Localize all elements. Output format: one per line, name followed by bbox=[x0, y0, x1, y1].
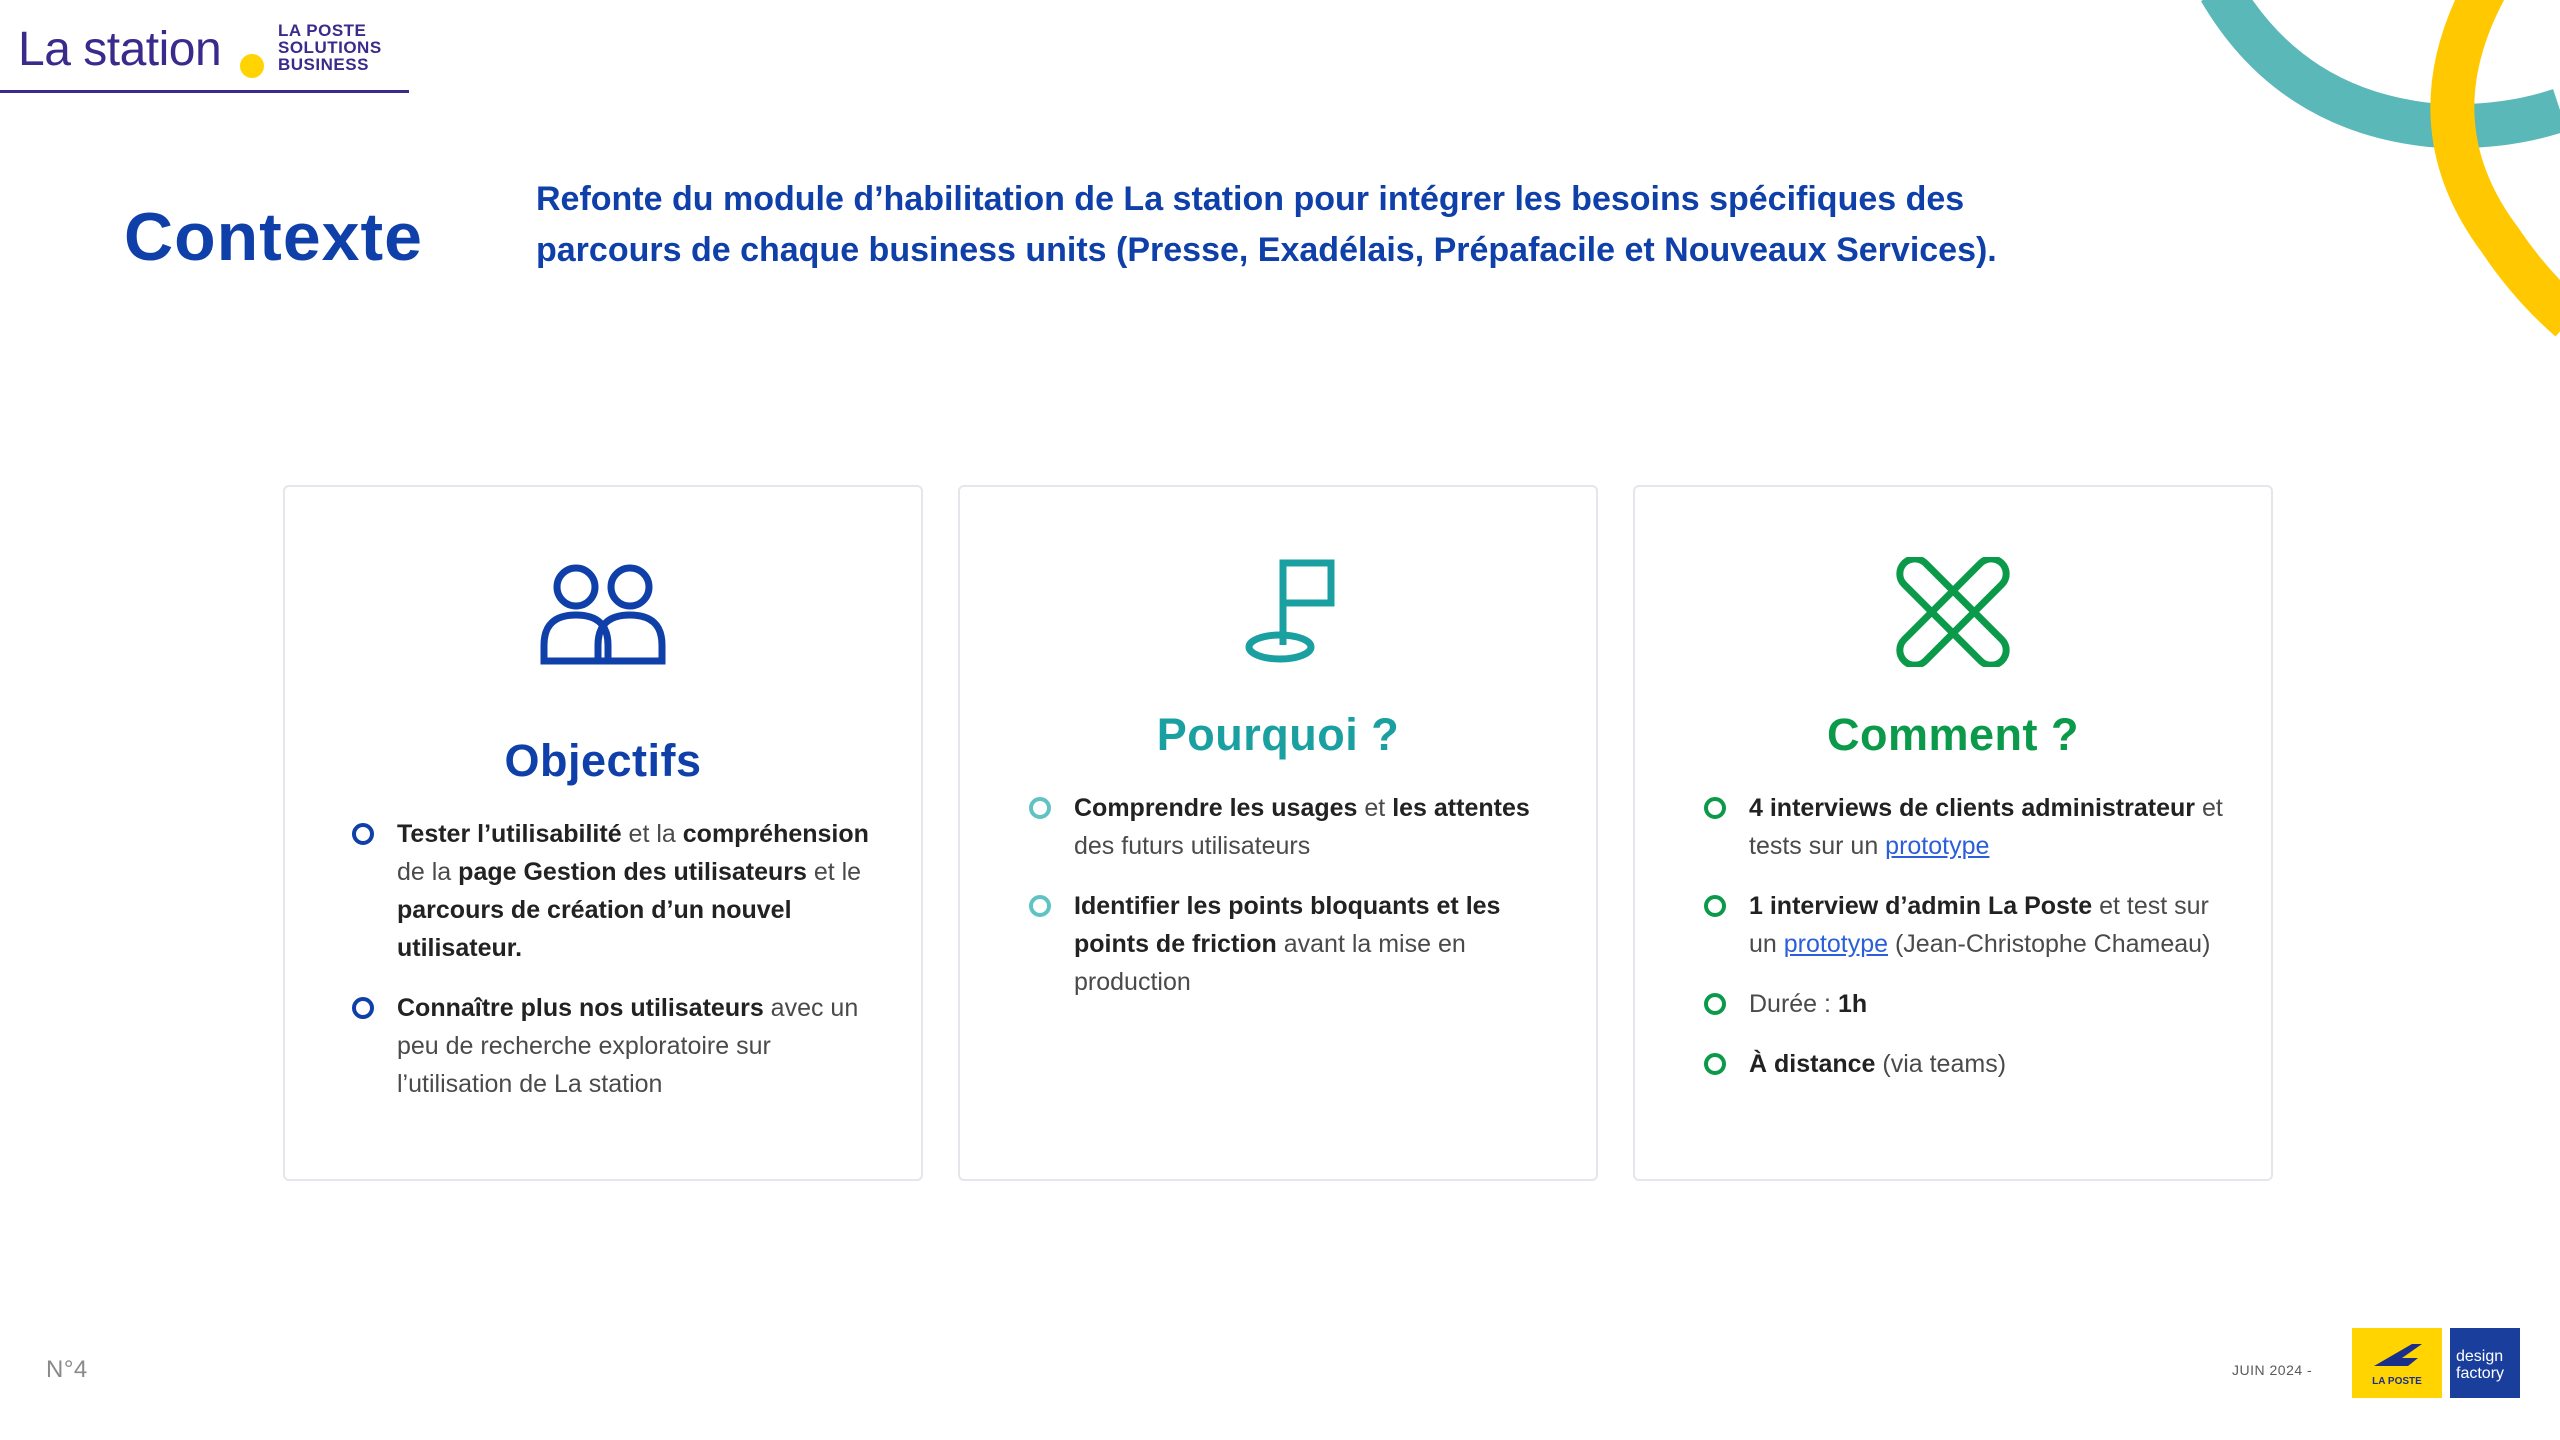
bold-text: Tester l’utilisabilité bbox=[397, 820, 622, 848]
brand-subtitle bbox=[278, 22, 398, 73]
text: avec un peu de recherche exploratoire sur l’utilisation de La station bbox=[397, 994, 859, 1098]
la-poste-logo-text: LA POSTE bbox=[2372, 1376, 2422, 1387]
bold-text: compréhension bbox=[682, 820, 869, 848]
list-item bbox=[1074, 887, 1554, 1001]
footer-date: JUIN 2024 - bbox=[2232, 1362, 2313, 1378]
list-item bbox=[1749, 887, 2229, 963]
flag-icon bbox=[1213, 557, 1343, 667]
list-item bbox=[1749, 1045, 2229, 1083]
cross-loop-icon bbox=[1888, 557, 2018, 667]
text: avant la mise en production bbox=[1074, 930, 1466, 996]
bullet-icon bbox=[1704, 797, 1726, 819]
card-pourquoi bbox=[958, 485, 1598, 1181]
bullet-icon bbox=[1029, 797, 1051, 819]
page-title: Contexte bbox=[124, 199, 423, 275]
bold-text: Connaître plus nos utilisateurs bbox=[397, 994, 764, 1022]
brand-dot bbox=[240, 54, 264, 78]
intro-text: Refonte du module d’habilitation de La station pour intégrer les besoins spécifiques des parcours de chaque business units (Presse, Exadélais, Prépafacile et Nouveaux Services). bbox=[536, 180, 1997, 269]
bold-text: parcours de création d’un nouvel utilisateur. bbox=[397, 896, 792, 962]
brand-name: La station bbox=[18, 23, 222, 76]
list-item bbox=[397, 989, 877, 1103]
card-heading: Comment ? bbox=[1827, 709, 2079, 760]
list-item bbox=[397, 815, 877, 967]
list-item bbox=[1749, 985, 2229, 1023]
text: Durée : bbox=[1749, 990, 1838, 1018]
bullet-icon bbox=[1029, 895, 1051, 917]
text: et tests sur un bbox=[1749, 794, 2223, 860]
bold-text: 4 interviews de clients administrateur bbox=[1749, 794, 2195, 822]
text: (Jean-Christophe Chameau) bbox=[1888, 930, 2211, 958]
text: (via teams) bbox=[1875, 1050, 2007, 1078]
text: et le bbox=[806, 858, 862, 886]
la-station-logo bbox=[18, 18, 390, 94]
bold-text: 1 interview d’admin La Poste bbox=[1749, 892, 2093, 920]
brand-sub-line: SOLUTIONS bbox=[278, 38, 382, 57]
card-heading: Objectifs bbox=[504, 735, 702, 786]
design-factory-text bbox=[2456, 1348, 2504, 1382]
bold-text: Comprendre les usages bbox=[1074, 794, 1358, 822]
header-underline bbox=[0, 90, 409, 93]
df-line: factory bbox=[2456, 1365, 2505, 1382]
bullet-icon bbox=[1704, 895, 1726, 917]
prototype-link[interactable]: prototype bbox=[1885, 832, 1990, 860]
card-heading: Pourquoi ? bbox=[1156, 709, 1400, 760]
text: et bbox=[1357, 794, 1393, 822]
bold-text: Identifier les points bloquants et les points de friction bbox=[1074, 892, 1501, 958]
la-poste-bird-icon bbox=[2352, 1328, 2442, 1378]
la-poste-logo bbox=[2352, 1328, 2442, 1398]
card-list bbox=[1749, 789, 2229, 1105]
teal-arc bbox=[2220, 0, 2560, 126]
card-comment bbox=[1633, 485, 2273, 1181]
list-item bbox=[1749, 789, 2229, 865]
bold-text: 1h bbox=[1837, 990, 1868, 1018]
df-line: design bbox=[2456, 1348, 2504, 1365]
text: des futurs utilisateurs bbox=[1074, 832, 1311, 860]
list-item bbox=[1074, 789, 1554, 865]
design-factory-logo bbox=[2450, 1328, 2520, 1398]
decorative-arcs bbox=[2200, 0, 2560, 340]
bold-text: les attentes bbox=[1392, 794, 1530, 822]
card-objectifs bbox=[283, 485, 923, 1181]
brand-sub-line: LA POSTE bbox=[278, 21, 367, 40]
bold-text: page Gestion des utilisateurs bbox=[458, 858, 807, 886]
card-list bbox=[1074, 789, 1554, 1023]
prototype-link[interactable]: prototype bbox=[1783, 930, 1889, 958]
bullet-icon bbox=[1704, 1053, 1726, 1075]
bullet-icon bbox=[352, 823, 374, 845]
text: de la bbox=[397, 858, 459, 886]
users-icon bbox=[538, 557, 668, 667]
bullet-icon bbox=[352, 997, 374, 1019]
text: et test sur un bbox=[1749, 892, 2209, 958]
brand-sub-line: BUSINESS bbox=[278, 55, 369, 74]
card-list bbox=[397, 815, 877, 1125]
bullet-icon bbox=[1704, 993, 1726, 1015]
yellow-arc bbox=[2452, 0, 2560, 320]
text: et la bbox=[621, 820, 683, 848]
bold-text: À distance bbox=[1749, 1050, 1876, 1078]
page-number: N°4 bbox=[46, 1356, 88, 1383]
